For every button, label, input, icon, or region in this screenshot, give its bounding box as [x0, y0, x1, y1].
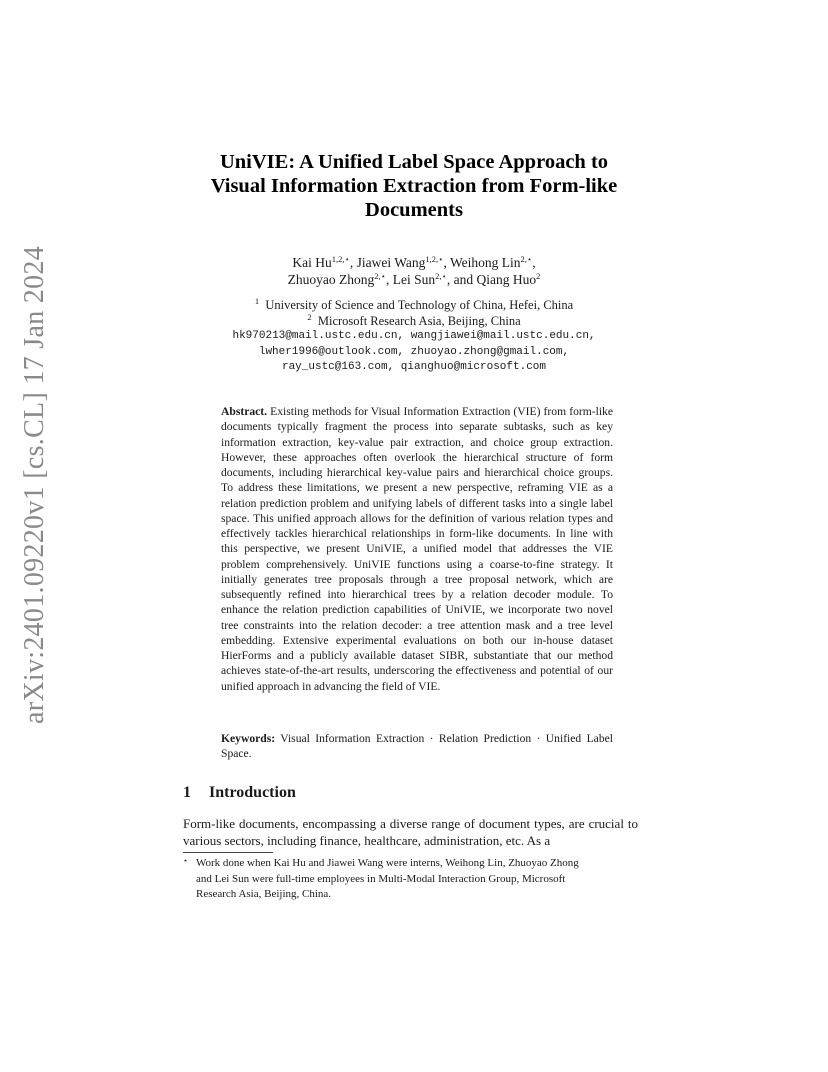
- arxiv-sidebar: [10, 245, 60, 725]
- author-and: , and: [446, 272, 477, 287]
- author-line-2: [160, 271, 668, 288]
- author-name: Zhuoyao Zhong: [287, 272, 375, 287]
- affiliation-mark: 2: [307, 311, 312, 322]
- section-number: 1: [183, 784, 191, 801]
- footnote: [183, 856, 638, 903]
- keywords-text: Visual Information Extraction · Relation Prediction · Unified Label Space.: [221, 732, 613, 761]
- keywords-label: Keywords:: [221, 732, 276, 745]
- footnote-line: and Lei Sun were full-time employees in Multi-Modal Interaction Group, Microsoft: [196, 872, 566, 885]
- author-name: Qiang Huo: [476, 272, 537, 287]
- author-affil-mark: 1,2,⋆: [425, 254, 444, 264]
- email-line: hk970213@mail.ustc.edu.cn, wangjiawei@mail.ustc.edu.cn,: [232, 330, 596, 342]
- affiliation-line: [160, 311, 668, 330]
- affiliation-mark: 1: [254, 296, 260, 306]
- author-name: Lei Sun: [392, 272, 436, 287]
- affiliation-text: University of Science and Technology of China, Hefei, China: [265, 298, 574, 312]
- author-affil-mark: 2,⋆: [374, 271, 386, 281]
- email-line: lwher1996@outlook.com, zhuoyao.zhong@gmail.com,: [258, 345, 570, 358]
- affiliation-line: [160, 298, 668, 314]
- author-name: Weihong Lin: [449, 255, 521, 270]
- abstract: [221, 404, 613, 694]
- title-line: Visual Information Extraction from Form-like: [210, 175, 618, 197]
- section-heading: [183, 784, 296, 802]
- email-line: ray_ustc@163.com, qianghuo@microsoft.com: [281, 361, 547, 373]
- intro-paragraph: Form-like documents, encompassing a diverse range of document types, are crucial to various sectors, including finance, healthcare, administration, etc. As a: [183, 816, 638, 848]
- author-affil-mark: 2,⋆: [520, 254, 533, 264]
- abstract-label: Abstract.: [221, 405, 268, 418]
- paper-title: [160, 150, 668, 222]
- abstract-text: Existing methods for Visual Information Extraction (VIE) from form-like documents typically fragment the process into separate subtasks, such as key information extraction, key-value pair extraction, and choice group extraction. However, these approaches often overlook the hierarchical structure of form documents, including hierarchical key-value pairs and hierarchical choice groups. To address these limitations, we present a new perspective, reframing VIE as a relation prediction problem and unifying labels of different tasks into a single label space. This unified approach allows for the definition of various relation types and effectively tackles hierarchical relationships in form-like documents. In line with this perspective, we present UniVIE, a unified model that addresses the VIE problem comprehensively. UniVIE functions using a coarse-to-fine strategy. It initially generates tree proposals through a tree proposal network, which are subsequently refined into hierarchical trees by a relation decoder module. To enhance the relation prediction capabilities of UniVIE, we incorporate two novel tree constraints into the relation decoder: a tree attention mask and a tree level embedding. Extensive experimental evaluations on both our in-house dataset HierForms and a publicly available dataset SIBR, substantiate that our method achieves state-of-the-art results, underscoring the effectiveness and potential of our unified approach in advancing the field of VIE.: [221, 405, 613, 693]
- author-separator: ,: [443, 255, 450, 270]
- author-affil-mark: 2,⋆: [435, 271, 447, 281]
- footnote-line: ⋆ Work done when Kai Hu and Jiawei Wang were interns, Weihong Lin, Zhuoyao Zhong: [183, 856, 579, 869]
- keywords: [221, 731, 613, 762]
- title-line: UniVIE: A Unified Label Space Approach to: [219, 151, 609, 173]
- footnote-rule: [183, 852, 273, 853]
- author-separator: ,: [349, 255, 357, 270]
- author-separator: ,: [386, 272, 393, 287]
- arxiv-stamp: arXiv:2401.09220v1 [cs.CL] 17 Jan 2024: [19, 245, 50, 725]
- author-name: Kai Hu: [292, 255, 332, 270]
- author-affil-mark: 2: [536, 271, 541, 281]
- affiliation-text: Microsoft Research Asia, Beijing, China: [317, 313, 521, 328]
- section-title: Introduction: [209, 784, 296, 801]
- author-line-1: [160, 254, 668, 271]
- affiliations: [160, 298, 668, 376]
- author-list: [160, 254, 668, 288]
- footnote-text: Work done when Kai Hu and Jiawei Wang were interns, Weihong Lin, Zhuoyao Zhong: [196, 857, 579, 869]
- title-line: Documents: [365, 199, 463, 221]
- footnote-line: Research Asia, Beijing, China.: [196, 888, 332, 900]
- author-affil-mark: 1,2,⋆: [331, 254, 350, 264]
- author-name: Jiawei Wang: [356, 255, 426, 270]
- author-separator: ,: [532, 255, 536, 270]
